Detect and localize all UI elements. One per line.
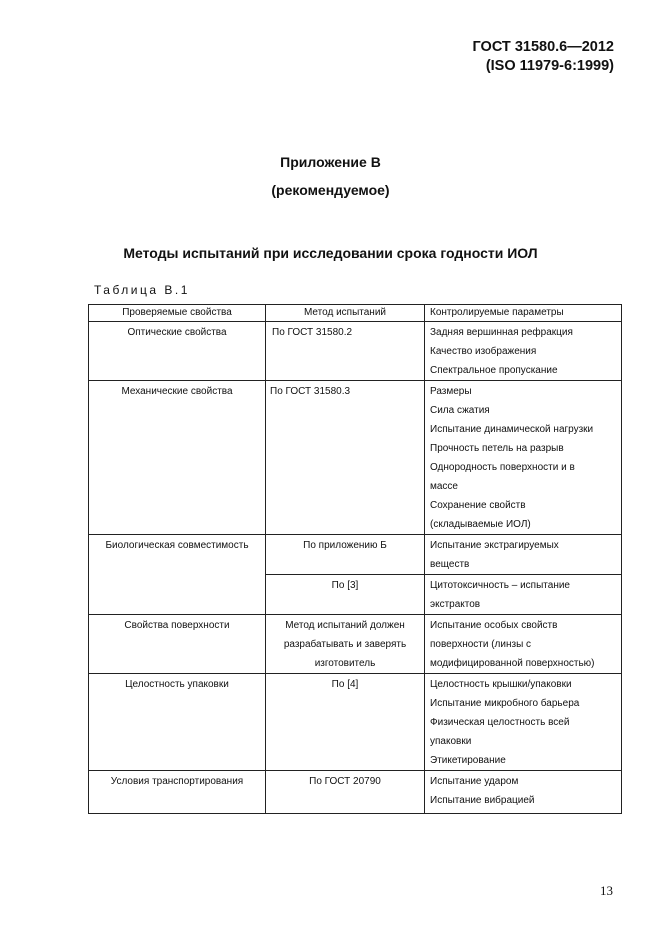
property-cell: Оптические свойства — [89, 322, 266, 381]
parameter-line: упаковки — [430, 736, 472, 747]
method-line: изготовитель — [314, 658, 376, 669]
parameter-line: Сохранение свойств — [430, 500, 526, 511]
parameters-cell — [425, 575, 622, 615]
parameter-line: Спектральное пропускание — [430, 365, 558, 376]
table-header-row — [89, 305, 622, 322]
iso-number: (ISO 11979-6:1999) — [485, 58, 614, 74]
parameter-line: Сила сжатия — [430, 405, 490, 416]
annex-title: Приложение В — [280, 154, 381, 170]
section-title: Методы испытаний при исследовании срока годности ИОЛ — [123, 245, 538, 261]
method-line: По [4] — [331, 679, 359, 690]
parameter-line: Испытание динамической нагрузки — [430, 424, 594, 435]
page-number: 13 — [600, 883, 613, 898]
method-line: По [3] — [331, 580, 359, 591]
property-cell: Условия транспортирования — [89, 771, 266, 814]
parameters-cell — [425, 674, 622, 771]
method-line: По приложению Б — [303, 540, 387, 551]
header-parameters: Контролируемые параметры — [425, 305, 622, 322]
standard-number: ГОСТ 31580.6—2012 — [472, 39, 614, 55]
table-row — [89, 615, 622, 674]
table-row — [89, 674, 622, 771]
table-row — [89, 535, 622, 575]
parameter-line: Испытание микробного барьера — [430, 698, 580, 709]
parameter-line: Испытание особых свойств — [430, 620, 558, 631]
method-cell — [266, 575, 425, 615]
parameters-cell — [425, 381, 622, 535]
parameter-line: Физическая целостность всей — [430, 717, 570, 728]
document-header — [473, 38, 614, 76]
parameter-line: массе — [430, 481, 458, 492]
method-cell — [266, 322, 425, 381]
method-line: По ГОСТ 31580.3 — [270, 386, 351, 397]
parameter-line: Однородность поверхности и в — [430, 462, 575, 473]
parameter-line: экстрактов — [430, 599, 481, 610]
parameters-cell — [425, 615, 622, 674]
test-methods-table — [88, 304, 622, 814]
parameter-line: Этикетирование — [430, 755, 506, 766]
parameters-cell — [425, 771, 622, 814]
method-cell — [266, 674, 425, 771]
parameter-line: Размеры — [430, 386, 472, 397]
table-row — [89, 381, 622, 535]
property-cell: Механические свойства — [89, 381, 266, 535]
header-properties: Проверяемые свойства — [89, 305, 266, 322]
parameter-line: Прочность петель на разрыв — [430, 443, 564, 454]
parameter-line: веществ — [430, 559, 470, 570]
table-caption: Таблица В.1 — [94, 283, 190, 297]
parameters-cell — [425, 535, 622, 575]
parameter-line: Цитотоксичность – испытание — [430, 580, 570, 591]
method-line: По ГОСТ 20790 — [309, 776, 381, 787]
method-cell — [266, 535, 425, 575]
method-cell — [266, 771, 425, 814]
parameter-line: Качество изображения — [430, 346, 537, 357]
property-cell: Свойства поверхности — [89, 615, 266, 674]
parameter-line: Испытание экстрагируемых — [430, 540, 559, 551]
method-line: По ГОСТ 31580.2 — [272, 327, 353, 338]
parameter-line: Испытание ударом — [430, 776, 519, 787]
parameter-line: Целостность крышки/упаковки — [430, 679, 572, 690]
parameter-line: (складываемые ИОЛ) — [430, 519, 531, 530]
header-method: Метод испытаний — [266, 305, 425, 322]
table-row — [89, 771, 622, 814]
property-cell: Целостность упаковки — [89, 674, 266, 771]
parameters-cell — [425, 322, 622, 381]
method-line: Метод испытаний должен — [285, 620, 405, 631]
method-cell — [266, 615, 425, 674]
table-row — [89, 322, 622, 381]
parameter-line: Испытание вибрацией — [430, 795, 535, 806]
parameter-line: модифицированной поверхностью) — [430, 658, 595, 669]
parameter-line: Задняя вершинная рефракция — [430, 327, 573, 338]
annex-status: (рекомендуемое) — [271, 182, 390, 198]
method-cell — [266, 381, 425, 535]
method-line: разрабатывать и заверять — [283, 639, 407, 650]
parameter-line: поверхности (линзы с — [430, 639, 532, 650]
property-cell: Биологическая совместимость — [89, 535, 266, 615]
